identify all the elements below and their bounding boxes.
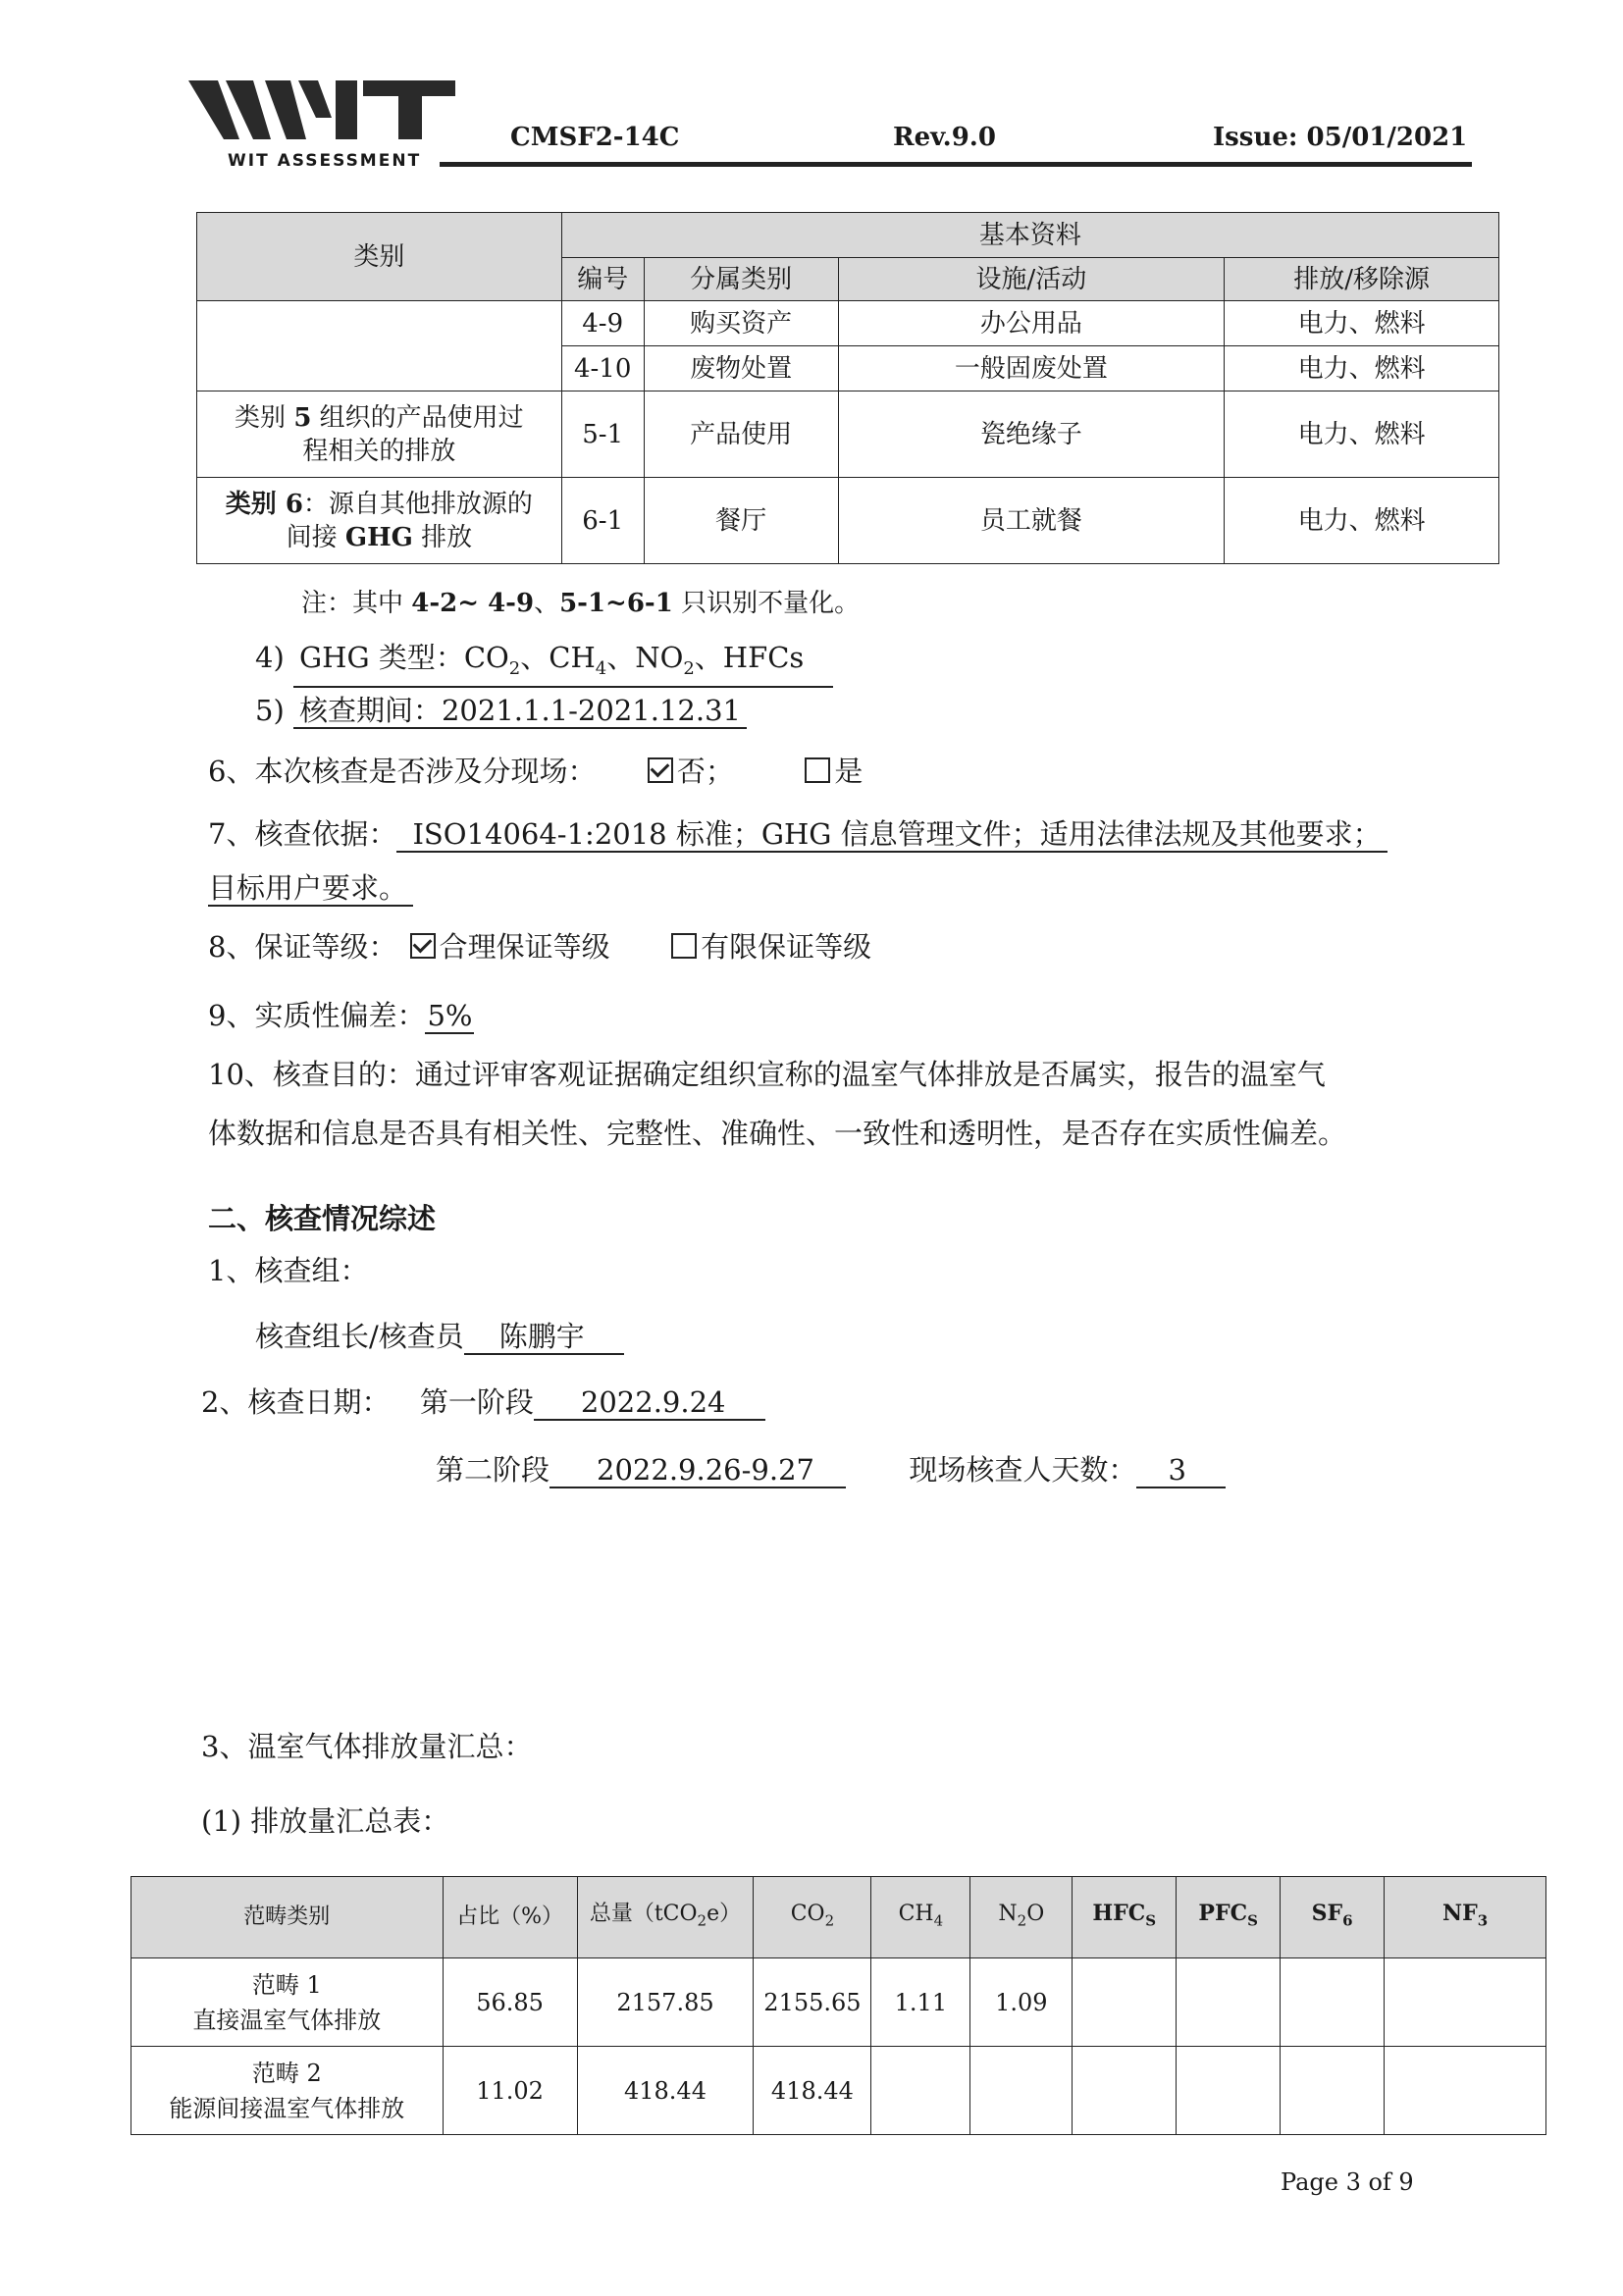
item-8 xyxy=(208,927,871,966)
ch4-cell xyxy=(871,2047,970,2135)
total-text: e） xyxy=(707,1901,742,1926)
team-leader-label: 核查组长/核查员 xyxy=(255,1320,464,1353)
ghg-types xyxy=(293,641,833,688)
item-6-label: 6、本次核查是否涉及分现场： xyxy=(208,755,597,788)
col-facility-header: 设施/活动 xyxy=(838,258,1225,301)
ch4-cell: 1.11 xyxy=(871,1958,970,2047)
item-7-label: 7、核查依据： xyxy=(208,817,397,851)
ghg-sub: 2 xyxy=(683,657,695,679)
col-pfcs-header xyxy=(1177,1877,1281,1958)
col-hfcs-header xyxy=(1073,1877,1177,1958)
emission-table-title: (1) 排放量汇总表： xyxy=(201,1804,450,1838)
hfcs-cell xyxy=(1073,2047,1177,2135)
table-row xyxy=(197,301,1499,346)
date-label: 2、核查日期： xyxy=(201,1385,391,1419)
category-6-cell xyxy=(197,478,562,564)
item-9 xyxy=(208,996,474,1035)
nf3-sub: 3 xyxy=(1477,1911,1489,1930)
pfcs-sub: S xyxy=(1247,1911,1258,1930)
cat6-ghg: GHG xyxy=(344,522,413,552)
row-facility: 一般固废处置 xyxy=(838,346,1225,391)
col-no-header: 编号 xyxy=(561,258,644,301)
emission-summary-table xyxy=(131,1876,1546,2135)
row-facility: 瓷绝缘子 xyxy=(838,391,1225,478)
row-subcat: 购买资产 xyxy=(644,301,838,346)
option-no: 否； xyxy=(676,755,734,788)
checkbox-checked-icon[interactable] xyxy=(648,757,673,783)
col-co2-header xyxy=(754,1877,871,1958)
checkbox-unchecked-icon[interactable] xyxy=(671,933,697,959)
table-header-row xyxy=(131,1877,1546,1958)
doc-issue-date: Issue: 05/01/2021 xyxy=(1213,123,1468,152)
stage1-date: 2022.9.24 xyxy=(534,1385,765,1421)
hfcs-text: HFC xyxy=(1092,1901,1146,1927)
ghg-category-table xyxy=(196,212,1499,564)
nf3-text: NF xyxy=(1441,1901,1478,1927)
item-4 xyxy=(255,638,833,688)
table-row xyxy=(197,391,1499,478)
row-facility: 员工就餐 xyxy=(838,478,1225,564)
col-nf3-header xyxy=(1385,1877,1546,1958)
team-leader-name: 陈鹏宇 xyxy=(464,1320,624,1355)
ghg-sub: 2 xyxy=(508,657,521,679)
col-source-header: 排放/移除源 xyxy=(1225,258,1499,301)
row-source: 电力、燃料 xyxy=(1225,478,1499,564)
n2o-cell xyxy=(970,2047,1073,2135)
row-facility: 办公用品 xyxy=(838,301,1225,346)
hfcs-sub: S xyxy=(1145,1911,1157,1930)
checkbox-unchecked-icon[interactable] xyxy=(805,757,830,783)
row-source: 电力、燃料 xyxy=(1225,391,1499,478)
nf3-cell xyxy=(1385,1958,1546,2047)
category-cell xyxy=(197,301,562,391)
doc-revision: Rev.9.0 xyxy=(893,123,996,152)
item-10-line1: 10、核查目的：通过评审客观证据确定组织宣称的温室气体排放是否属实，报告的温室气 xyxy=(208,1058,1326,1091)
n2o-sub: 2 xyxy=(1017,1911,1027,1930)
col-total-header xyxy=(577,1877,754,1958)
co2-cell: 418.44 xyxy=(754,2047,871,2135)
pfcs-cell xyxy=(1177,1958,1281,2047)
row-subcat: 废物处置 xyxy=(644,346,838,391)
cat5-text: 类别 xyxy=(235,402,294,433)
item-number: 5) xyxy=(255,694,285,727)
ghg-text: 、HFCs xyxy=(694,641,805,674)
total-cell: 418.44 xyxy=(577,2047,754,2135)
item-6 xyxy=(208,752,863,791)
pfcs-text: PFC xyxy=(1198,1901,1248,1927)
ch4-text: CH xyxy=(898,1901,934,1926)
materiality-value: 5% xyxy=(427,999,473,1032)
row-no: 6-1 xyxy=(561,478,644,564)
ghg-sub: 4 xyxy=(595,657,607,679)
sf6-sub: 6 xyxy=(1342,1911,1353,1930)
total-sub: 2 xyxy=(697,1911,707,1930)
category-5-cell xyxy=(197,391,562,478)
col-scope-header: 范畴类别 xyxy=(131,1877,444,1958)
row-source: 电力、燃料 xyxy=(1225,301,1499,346)
note-text: 只识别不量化。 xyxy=(672,589,861,618)
row-no: 4-10 xyxy=(561,346,644,391)
item-10-line2: 体数据和信息是否具有相关性、完整性、准确性、一致性和透明性，是否存在实质性偏差。 xyxy=(208,1117,1347,1150)
option-yes: 是 xyxy=(834,755,864,788)
share-cell: 56.85 xyxy=(443,1958,577,2047)
assurance-limited: 有限保证等级 xyxy=(701,930,872,964)
cat6-label: 类别 6 xyxy=(225,489,303,519)
category-header: 类别 xyxy=(197,213,562,301)
col-subcat-header: 分属类别 xyxy=(644,258,838,301)
row-no: 5-1 xyxy=(561,391,644,478)
table-row xyxy=(131,2047,1546,2135)
ghg-text: GHG 类型：CO xyxy=(298,641,509,674)
scope-cell xyxy=(131,1958,444,2047)
row-subcat: 产品使用 xyxy=(644,391,838,478)
mandays-value: 3 xyxy=(1136,1453,1225,1488)
total-text: 总量（tCO xyxy=(589,1901,698,1926)
wit-logo-icon xyxy=(188,78,455,147)
item-number: 4) xyxy=(255,641,285,674)
hfcs-cell xyxy=(1073,1958,1177,2047)
table-row xyxy=(131,1958,1546,2047)
ghg-text: 、NO xyxy=(606,641,684,674)
nf3-cell xyxy=(1385,2047,1546,2135)
page-number: Page 3 of 9 xyxy=(1281,2168,1414,2196)
table-note xyxy=(301,584,860,623)
col-sf6-header xyxy=(1281,1877,1385,1958)
section-2-title: 二、核查情况综述 xyxy=(208,1202,437,1235)
co2-cell: 2155.65 xyxy=(754,1958,871,2047)
verification-basis-cont: 目标用户要求。 xyxy=(208,871,413,907)
co2-text: CO xyxy=(790,1901,825,1926)
team-leader-line xyxy=(255,1317,624,1356)
item-7-cont xyxy=(208,868,413,908)
total-cell: 2157.85 xyxy=(577,1958,754,2047)
basic-info-header: 基本资料 xyxy=(561,213,1498,258)
col-ch4-header xyxy=(871,1877,970,1958)
stage2-label: 第二阶段 xyxy=(436,1453,550,1487)
row-no: 4-9 xyxy=(561,301,644,346)
item-7 xyxy=(208,814,1387,854)
logo-text: WIT ASSESSMENT xyxy=(228,151,422,171)
checkbox-checked-icon[interactable] xyxy=(410,933,436,959)
item-5 xyxy=(255,691,747,730)
cat5-text: 程相关的排放 xyxy=(302,436,456,466)
col-n2o-header xyxy=(970,1877,1073,1958)
note-text: 、 xyxy=(534,589,560,618)
n2o-cell: 1.09 xyxy=(970,1958,1073,2047)
cat5-text: 组织的产品使用过 xyxy=(311,402,524,433)
verification-date-line xyxy=(201,1383,765,1422)
row-subcat: 餐厅 xyxy=(644,478,838,564)
note-text: 注：其中 xyxy=(301,589,412,618)
table-row xyxy=(197,478,1499,564)
pfcs-cell xyxy=(1177,2047,1281,2135)
doc-code: CMSF2-14C xyxy=(510,123,680,152)
n2o-text: N xyxy=(998,1901,1018,1926)
header-rule xyxy=(440,162,1472,167)
stage2-line xyxy=(436,1450,1226,1489)
ch4-sub: 4 xyxy=(933,1911,944,1930)
co2-sub: 2 xyxy=(824,1911,835,1930)
emission-summary-title: 3、温室气体排放量汇总： xyxy=(201,1730,533,1763)
item-8-label: 8、保证等级： xyxy=(208,930,397,964)
scope-name: 范畴 1 xyxy=(251,1970,322,1999)
sf6-cell xyxy=(1281,1958,1385,2047)
share-cell: 11.02 xyxy=(443,2047,577,2135)
scope-desc: 能源间接温室气体排放 xyxy=(169,2094,405,2122)
sf6-cell xyxy=(1281,2047,1385,2135)
scope-desc: 直接温室气体排放 xyxy=(192,2006,382,2034)
col-share-header: 占比（%） xyxy=(443,1877,577,1958)
cat5-number: 5 xyxy=(293,402,312,433)
stage1-label: 第一阶段 xyxy=(419,1385,534,1419)
assurance-reasonable: 合理保证等级 xyxy=(439,930,610,964)
item-9-label: 9、实质性偏差： xyxy=(208,999,426,1032)
n2o-text: O xyxy=(1026,1901,1045,1926)
note-range: 5-1~6-1 xyxy=(559,589,673,618)
verification-period: 核查期间：2021.1.1-2021.12.31 xyxy=(293,694,747,729)
row-source: 电力、燃料 xyxy=(1225,346,1499,391)
scope-cell xyxy=(131,2047,444,2135)
mandays-label: 现场核查人天数： xyxy=(909,1453,1137,1487)
team-label: 1、核查组： xyxy=(208,1254,369,1287)
ghg-text: 、CH xyxy=(520,641,596,674)
cat6-text: 排放 xyxy=(412,522,473,552)
sf6-text: SF xyxy=(1311,1901,1343,1927)
cat6-text: ：源自其他排放源的 xyxy=(302,489,533,519)
note-range: 4-2~ 4-9 xyxy=(411,589,535,618)
stage2-date: 2022.9.26-9.27 xyxy=(550,1453,846,1488)
scope-name: 范畴 2 xyxy=(251,2059,322,2087)
cat6-text: 间接 xyxy=(286,522,345,552)
verification-basis: ISO14064-1:2018 标准；GHG 信息管理文件；适用法律法规及其他要求； xyxy=(396,817,1387,853)
